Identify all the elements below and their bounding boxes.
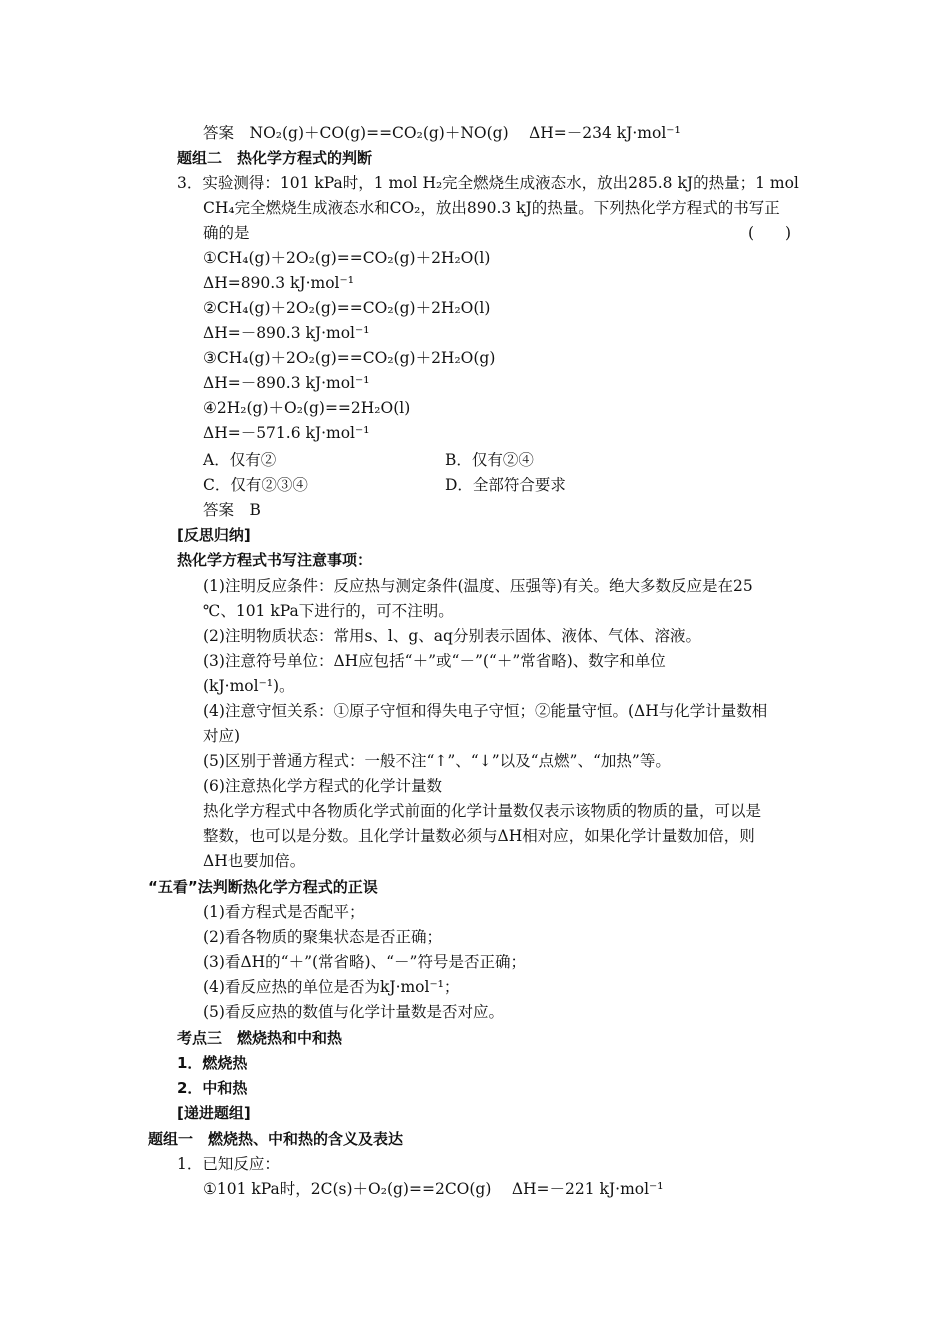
text-line: ③CH₄(g)＋2O₂(g)==CO₂(g)＋2H₂O(g): [203, 349, 496, 367]
section-heading: 题组一 燃烧热、中和热的含义及表达: [148, 1130, 404, 1148]
text-line: (5)区别于普通方程式：一般不注“↑”、“↓”以及“点燃”、“加热”等。: [203, 752, 671, 770]
text-line: ( ): [748, 224, 792, 242]
text-line: (6)注意热化学方程式的化学计量数: [203, 777, 442, 795]
text-line: 1．已知反应：: [177, 1155, 280, 1173]
text-line: (2)看各物质的聚集状态是否正确；: [203, 928, 442, 946]
text-line: (3)看ΔH的“＋”(常省略)、“－”符号是否正确；: [203, 953, 526, 971]
text-line: CH₄完全燃烧生成液态水和CO₂，放出890.3 kJ的热量。下列热化学方程式的书写正: [203, 199, 780, 217]
text-line: 答案 B: [203, 501, 261, 519]
text-line: ①CH₄(g)＋2O₂(g)==CO₂(g)＋2H₂O(l): [203, 249, 491, 267]
section-heading: 题组二 热化学方程式的判断: [177, 149, 373, 167]
text-line: D．全部符合要求: [445, 476, 566, 494]
section-heading: 热化学方程式书写注意事项：: [177, 551, 373, 569]
text-line: ②CH₄(g)＋2O₂(g)==CO₂(g)＋2H₂O(l): [203, 299, 491, 317]
text-line: 确的是: [203, 224, 250, 242]
text-line: ΔH=－890.3 kJ·mol⁻¹: [203, 324, 370, 342]
text-line: 热化学方程式中各物质化学式前面的化学计量数仅表示该物质的物质的量，可以是: [203, 802, 762, 820]
section-heading: [递进题组]: [177, 1104, 251, 1122]
text-line: ΔH=－571.6 kJ·mol⁻¹: [203, 424, 370, 442]
text-line: 答案 NO₂(g)＋CO(g)==CO₂(g)＋NO(g) ΔH=－234 kJ·mol⁻¹: [203, 124, 681, 142]
text-line: (kJ·mol⁻¹)。: [203, 677, 295, 695]
section-heading: 2．中和热: [177, 1079, 248, 1097]
text-line: (2)注明物质状态：常用s、l、g、aq分别表示固体、液体、气体、溶液。: [203, 627, 701, 645]
text-line: B．仅有②④: [445, 451, 534, 469]
text-line: ΔH也要加倍。: [203, 852, 306, 870]
section-heading: [反思归纳]: [177, 526, 251, 544]
text-line: C．仅有②③④: [203, 476, 308, 494]
text-line: 对应): [203, 727, 241, 745]
section-heading: 1．燃烧热: [177, 1054, 248, 1072]
text-line: ΔH=－890.3 kJ·mol⁻¹: [203, 374, 370, 392]
section-heading: 考点三 燃烧热和中和热: [177, 1029, 343, 1047]
text-line: (1)看方程式是否配平；: [203, 903, 365, 921]
text-line: 3．实验测得：101 kPa时，1 mol H₂完全燃烧生成液态水，放出285.8 kJ的热量；1 mol: [177, 174, 799, 192]
text-line: 整数，也可以是分数。且化学计量数必须与ΔH相对应，如果化学计量数加倍，则: [203, 827, 755, 845]
text-line: ℃、101 kPa下进行的，可不注明。: [203, 602, 454, 620]
text-line: ④2H₂(g)＋O₂(g)==2H₂O(l): [203, 399, 411, 417]
text-line: (4)注意守恒关系：①原子守恒和得失电子守恒；②能量守恒。(ΔH与化学计量数相: [203, 702, 768, 720]
text-line: (1)注明反应条件：反应热与测定条件(温度、压强等)有关。绝大多数反应是在25: [203, 577, 753, 595]
text-line: (4)看反应热的单位是否为kJ·mol⁻¹；: [203, 978, 460, 996]
text-line: (3)注意符号单位：ΔH应包括“＋”或“－”(“＋”常省略)、数字和单位: [203, 652, 666, 670]
text-line: ΔH=890.3 kJ·mol⁻¹: [203, 274, 354, 292]
text-line: (5)看反应热的数值与化学计量数是否对应。: [203, 1003, 504, 1021]
section-heading: “五看”法判断热化学方程式的正误: [148, 878, 378, 896]
text-line: ①101 kPa时，2C(s)＋O₂(g)==2CO(g) ΔH=－221 kJ·mol⁻¹: [203, 1180, 664, 1198]
text-line: A．仅有②: [203, 451, 277, 469]
